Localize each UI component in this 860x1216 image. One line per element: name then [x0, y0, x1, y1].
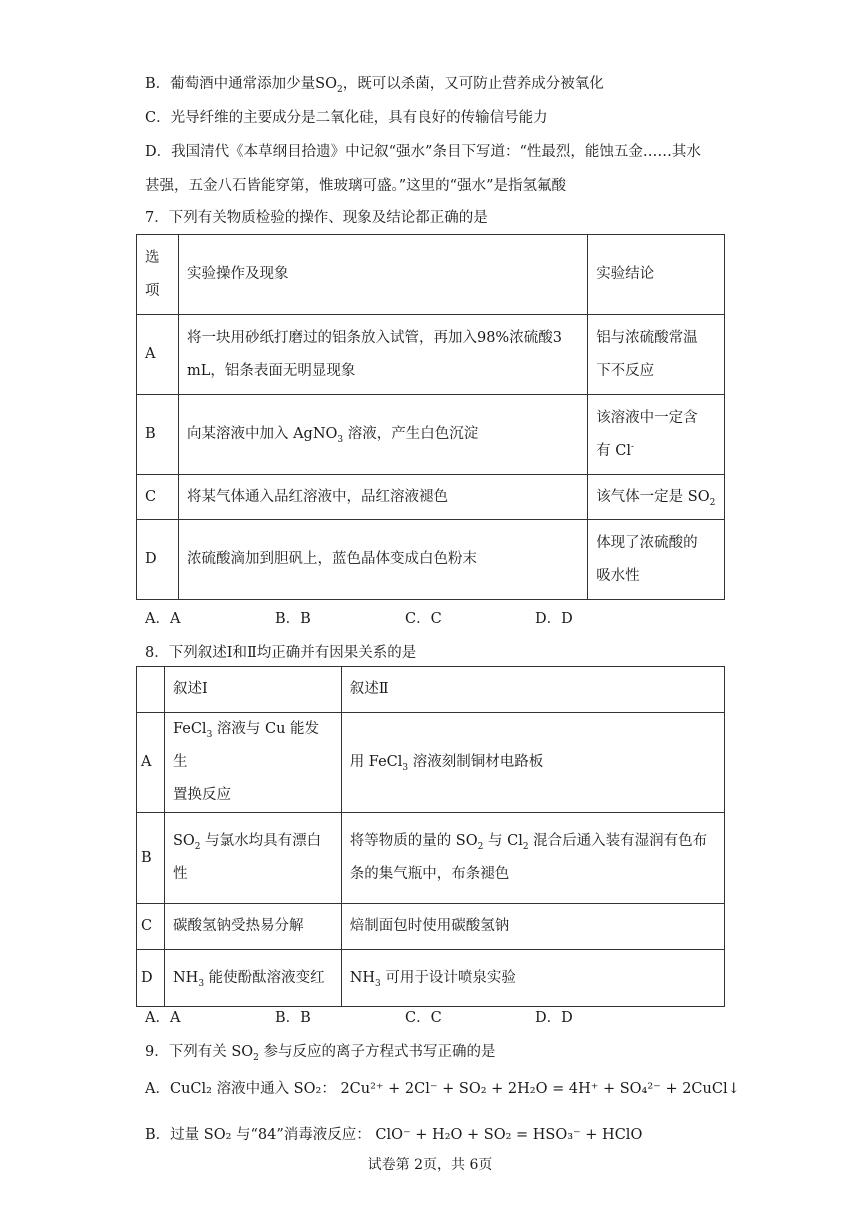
q8-options: [145, 1006, 665, 1027]
q7-row-operation: 浓硫酸滴加到胆矾上，蓝色晶体变成白色粉末: [178, 520, 587, 600]
q7-option-d[interactable]: D．D: [535, 611, 573, 627]
q9-stem-text: 9．下列有关 SO: [145, 1044, 254, 1060]
q8-row-option: C: [137, 904, 165, 950]
q8-row-c: [137, 904, 725, 950]
q7-row-b: [137, 395, 725, 475]
q7-options: [145, 607, 665, 628]
q8-row-option: D: [137, 950, 165, 1007]
q8-stem: 8．下列叙述Ⅰ和Ⅱ均正确并有因果关系的是: [145, 645, 417, 661]
q8-table: [136, 666, 725, 1007]
q7-option-b[interactable]: B．B: [275, 611, 311, 627]
q8-row-b: [137, 813, 725, 904]
q9-option-b-equation: ClO⁻ + H₂O + SO₂ = HSO₃⁻ + HClO: [375, 1127, 643, 1143]
q7-row-operation: 将某气体通入品红溶液中，品红溶液褪色: [178, 475, 587, 520]
q7-row-option: A: [137, 315, 179, 395]
q6-option-b-text: B．葡萄酒中通常添加少量SO: [145, 76, 337, 92]
q7-header-operation: 实验操作及现象: [178, 235, 587, 315]
q8-row-statement-1: 碳酸氢钠受热易分解: [164, 904, 341, 950]
q8-row-option: A: [137, 713, 165, 813]
q8-header-row: [137, 667, 725, 713]
q8-row-statement-2: 焙制面包时使用碳酸氢钠: [341, 904, 724, 950]
q8-row-statement-1: FeCl$_3$ 溶液与 Cu 能发生 置换反应: [164, 713, 341, 813]
q8-row-d: [137, 950, 725, 1007]
page-footer: 试卷第 2页，共 6页: [367, 1157, 493, 1173]
q7-table: [136, 234, 725, 600]
q7-option-c[interactable]: C．C: [405, 611, 442, 627]
q7-row-option: C: [137, 475, 179, 520]
q7-option-a[interactable]: A．A: [145, 611, 181, 627]
q7-row-conclusion: 该气体一定是 $SO_2$: [588, 475, 725, 520]
q8-option-b[interactable]: B．B: [275, 1010, 311, 1026]
q9-option-b-label: B．: [145, 1127, 171, 1143]
q6-option-c: C．光导纤维的主要成分是二氧化硅，具有良好的传输信号能力: [145, 110, 548, 126]
q9-option-b[interactable]: [145, 1123, 642, 1144]
q7-row-d: [137, 520, 725, 600]
q9-stem-text-2: 参与反应的离子方程式书写正确的是: [258, 1044, 496, 1060]
q6-option-b: B．葡萄酒中通常添加少量$SO_2$，既可以杀菌，又可防止营养成分被氧化: [145, 76, 604, 95]
q8-row-statement-2: 用 FeCl$_3$ 溶液刻制铜材电路板: [341, 713, 724, 813]
q8-option-d[interactable]: D．D: [535, 1010, 573, 1026]
q7-row-c: [137, 475, 725, 520]
q6-option-d-line2: 甚强，五金八石皆能穿第，惟玻璃可盛。”这里的“强水”是指氢氟酸: [145, 178, 566, 194]
q6-option-d-line1: D．我国清代《本草纲目拾遗》中记叙“强水”条目下写道：“性最烈，能蚀五金……其水: [145, 144, 701, 160]
q7-row-option: B: [137, 395, 179, 475]
q8-option-c[interactable]: C．C: [405, 1010, 442, 1026]
q8-header-blank: [137, 667, 165, 713]
q8-header-statement-2: 叙述Ⅱ: [341, 667, 724, 713]
q8-row-statement-2: $NH_3$ 可用于设计喷泉实验: [341, 950, 724, 1007]
q8-header-statement-1: 叙述Ⅰ: [164, 667, 341, 713]
q8-row-statement-1: $NH_3$ 能使酚酞溶液变红: [164, 950, 341, 1007]
q8-row-a: [137, 713, 725, 813]
q9-option-a[interactable]: [145, 1077, 740, 1098]
q8-option-a[interactable]: A．A: [145, 1010, 181, 1026]
q7-header-conclusion: 实验结论: [588, 235, 725, 315]
q9-option-a-equation: 2Cu²⁺ + 2Cl⁻ + SO₂ + 2H₂O = 4H⁺ + SO₄²⁻ + 2CuCl↓: [340, 1081, 740, 1097]
q7-row-option: D: [137, 520, 179, 600]
q7-header-option: 选 项: [137, 235, 179, 315]
q7-row-conclusion: 体现了浓硫酸的 吸水性: [588, 520, 725, 600]
q9-option-a-label: A．: [145, 1081, 170, 1097]
q9-option-a-text: CuCl₂ 溶液中通入 SO₂：: [169, 1081, 336, 1097]
q7-stem: 7．下列有关物质检验的操作、现象及结论都正确的是: [145, 210, 488, 226]
q8-row-statement-2: 将等物质的量的 $SO_2$ 与 $Cl_2$ 混合后通入装有湿润有色布 条的集气瓶中，布条褪色: [341, 813, 724, 904]
q7-row-conclusion: 铝与浓硫酸常温 下不反应: [588, 315, 725, 395]
q7-row-operation: 向某溶液中加入 AgNO$_3$ 溶液，产生白色沉淀: [178, 395, 587, 475]
q7-row-conclusion: 该溶液中一定含 有 Cl-: [588, 395, 725, 475]
q6-option-b-text-2: ，既可以杀菌，又可防止营养成分被氧化: [342, 76, 604, 92]
q8-row-statement-1: $SO_2$ 与氯水均具有漂白 性: [164, 813, 341, 904]
q9-stem: 9．下列有关 $SO_2$ 参与反应的离子方程式书写正确的是: [145, 1044, 496, 1063]
q7-row-operation: 将一块用砂纸打磨过的铝条放入试管，再加入98%浓硫酸3 mL，铝条表面无明显现象: [178, 315, 587, 395]
q7-header-row: [137, 235, 725, 315]
q7-row-a: [137, 315, 725, 395]
q8-row-option: B: [137, 813, 165, 904]
q9-option-b-text: 过量 SO₂ 与“84”消毒液反应：: [170, 1127, 371, 1143]
